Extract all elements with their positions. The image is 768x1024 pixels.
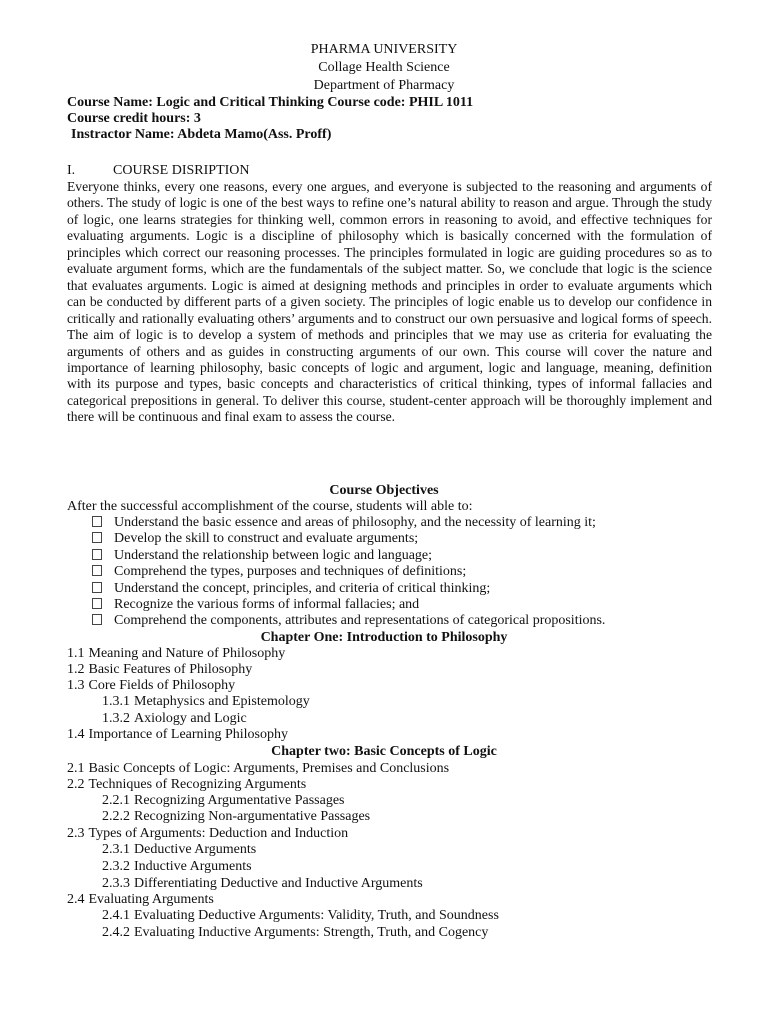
objectives-heading: Course Objectives bbox=[329, 483, 439, 498]
college-name: Collage Health Science bbox=[318, 60, 450, 75]
toc-subitem: 1.3.1 Metaphysics and Epistemology bbox=[102, 694, 310, 709]
objective-item: Understand the basic essence and areas of philosophy, and the necessity of learning it; bbox=[92, 515, 596, 531]
section-title: COURSE DISRIPTION bbox=[113, 163, 250, 178]
university-name: PHARMA UNIVERSITY bbox=[310, 42, 458, 57]
objective-item: Understand the concept, principles, and criteria of critical thinking; bbox=[92, 581, 490, 597]
chapter-two-heading: Chapter two: Basic Concepts of Logic bbox=[271, 744, 497, 759]
toc-item: 1.1 Meaning and Nature of Philosophy bbox=[67, 646, 286, 661]
section-number: I. bbox=[67, 163, 76, 178]
toc-item: 2.4 Evaluating Arguments bbox=[67, 892, 214, 907]
toc-item: 2.2 Techniques of Recognizing Arguments bbox=[67, 777, 307, 792]
description-paragraph: Everyone thinks, every one reasons, every one argues, and everyone is subjected to the reasoning and arguments of others. The study of logic is one of the best ways to refine one’s natural ability to reason and argue. Through the study of logic, one learns strategies for thinking well, common errors in reasoning to avoid, and effective techniques for evaluating arguments. Logic is a discipline of philosophy which is basically concerned with the formulation of principles which correct our reasoning processes. The principles formulated in logic are guiding procedures so as to evaluate argument forms, which are the fundamentals of the subject matter. So, we conclude that logic is the science that evaluates arguments. Logic is aimed at designing methods and principles in order to evaluate arguments which can be conducted by different parts of a given society. The principles of logic enable us to develop our confidence in critically and rationally evaluating others’ arguments and to construct our own persuasive and logical forms of speech. The aim of logic is to develop a system of methods and principles that we may use as criteria for evaluating the arguments of others and as guides in constructing arguments of our own. This course will cover the nature and importance of learning philosophy, basic concepts of logic and argument, logic and language, meaning, definition with its purpose and types, basic concepts and characteristics of critical thinking, types of informal fallacies and categorical prepositions in general. To deliver this course, student-center approach will be thoroughly implement and there will be continuous and final exam to assess the course. bbox=[67, 179, 712, 425]
objective-item: Comprehend the components, attributes and representations of categorical propositions. bbox=[92, 613, 605, 629]
toc-subitem: 2.4.1 Evaluating Deductive Arguments: Validity, Truth, and Soundness bbox=[102, 908, 499, 923]
objective-item: Understand the relationship between logic and language; bbox=[92, 548, 432, 564]
instructor-line: Instractor Name: Abdeta Mamo(Ass. Proff) bbox=[71, 127, 332, 142]
checkbox-bullet-icon bbox=[92, 598, 102, 609]
toc-item: 1.2 Basic Features of Philosophy bbox=[67, 662, 253, 677]
objective-item: Develop the skill to construct and evaluate arguments; bbox=[92, 531, 418, 547]
checkbox-bullet-icon bbox=[92, 516, 102, 527]
checkbox-bullet-icon bbox=[92, 565, 102, 576]
toc-subitem: 2.3.1 Deductive Arguments bbox=[102, 842, 257, 857]
objectives-intro: After the successful accomplishment of the course, students will able to: bbox=[67, 499, 473, 514]
toc-subitem: 2.4.2 Evaluating Inductive Arguments: Strength, Truth, and Cogency bbox=[102, 925, 489, 940]
objective-item: Comprehend the types, purposes and techniques of definitions; bbox=[92, 564, 466, 580]
checkbox-bullet-icon bbox=[92, 549, 102, 560]
toc-item: 2.3 Types of Arguments: Deduction and Induction bbox=[67, 826, 349, 841]
checkbox-bullet-icon bbox=[92, 532, 102, 543]
toc-item: 1.4 Importance of Learning Philosophy bbox=[67, 727, 288, 742]
checkbox-bullet-icon bbox=[92, 582, 102, 593]
toc-item: 2.1 Basic Concepts of Logic: Arguments, Premises and Conclusions bbox=[67, 761, 450, 776]
credit-hours-line: Course credit hours: 3 bbox=[67, 111, 201, 126]
course-name-line: Course Name: Logic and Critical Thinking Course code: PHIL 1011 bbox=[67, 95, 474, 110]
toc-subitem: 1.3.2 Axiology and Logic bbox=[102, 711, 247, 726]
department-name: Department of Pharmacy bbox=[313, 78, 455, 93]
chapter-one-heading: Chapter One: Introduction to Philosophy bbox=[260, 630, 508, 645]
toc-subitem: 2.3.2 Inductive Arguments bbox=[102, 859, 252, 874]
toc-item: 1.3 Core Fields of Philosophy bbox=[67, 678, 236, 693]
checkbox-bullet-icon bbox=[92, 614, 102, 625]
description-heading bbox=[67, 163, 250, 179]
toc-subitem: 2.3.3 Differentiating Deductive and Inductive Arguments bbox=[102, 876, 423, 891]
toc-subitem: 2.2.2 Recognizing Non-argumentative Passages bbox=[102, 809, 371, 824]
toc-subitem: 2.2.1 Recognizing Argumentative Passages bbox=[102, 793, 345, 808]
objective-item: Recognize the various forms of informal fallacies; and bbox=[92, 597, 419, 613]
